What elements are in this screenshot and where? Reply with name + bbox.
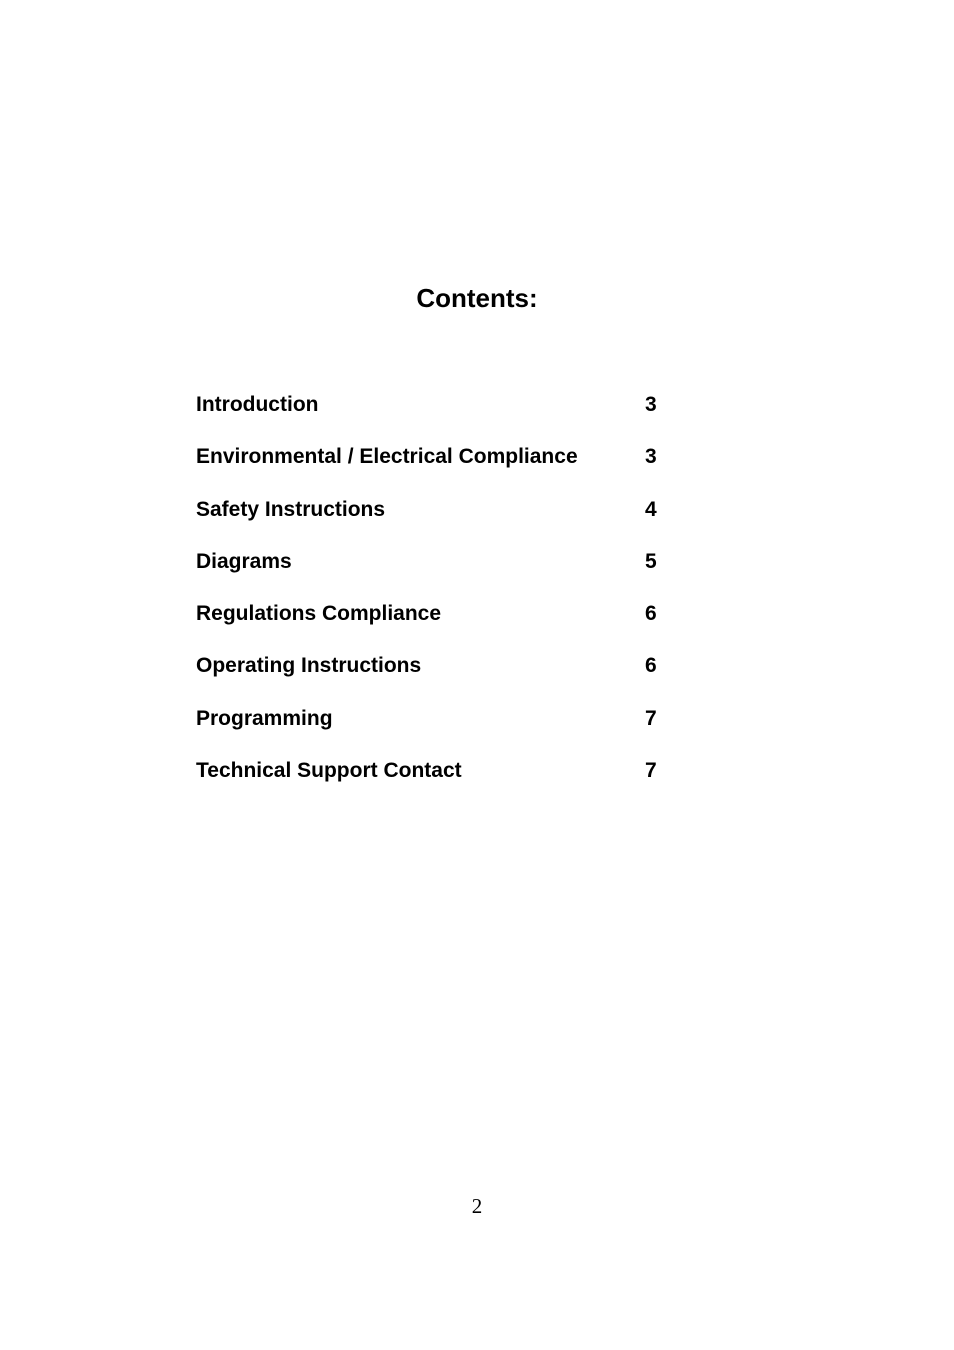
- toc-entry-programming: [196, 704, 676, 756]
- toc-entry-page: 7: [645, 706, 657, 730]
- toc-entry-safety-instructions: [196, 495, 676, 547]
- toc-entry-page: 6: [645, 602, 657, 626]
- toc-entry-page: 3: [645, 445, 657, 469]
- toc-entry-label: Environmental / Electrical Compliance: [196, 445, 578, 469]
- toc-entry-introduction: [196, 390, 676, 442]
- toc-entry-regulations-compliance: [196, 599, 676, 651]
- toc-entry-label: Introduction: [196, 393, 319, 416]
- toc-entry-page: 7: [645, 759, 657, 783]
- toc-entry-page: 4: [645, 497, 657, 521]
- toc-entry-label: Regulations Compliance: [196, 602, 442, 626]
- toc-entry-page: 6: [645, 654, 657, 678]
- page-title: Contents:: [416, 283, 538, 313]
- toc-entry-label: Technical Support Contact: [196, 759, 462, 783]
- table-of-contents: [196, 390, 676, 808]
- toc-entry-page: 3: [645, 393, 657, 416]
- toc-entry-label: Operating Instructions: [196, 654, 422, 678]
- toc-entry-operating-instructions: [196, 651, 676, 703]
- toc-entry-diagrams: [196, 547, 676, 599]
- toc-entry-label: Safety Instructions: [196, 497, 386, 521]
- page-number: 2: [471, 1194, 483, 1218]
- toc-entry-environmental-electrical-compliance: [196, 442, 676, 494]
- toc-entry-label: Diagrams: [196, 549, 292, 573]
- toc-entry-page: 5: [645, 549, 657, 573]
- toc-entry-technical-support-contact: [196, 756, 676, 808]
- toc-entry-label: Programming: [196, 706, 333, 730]
